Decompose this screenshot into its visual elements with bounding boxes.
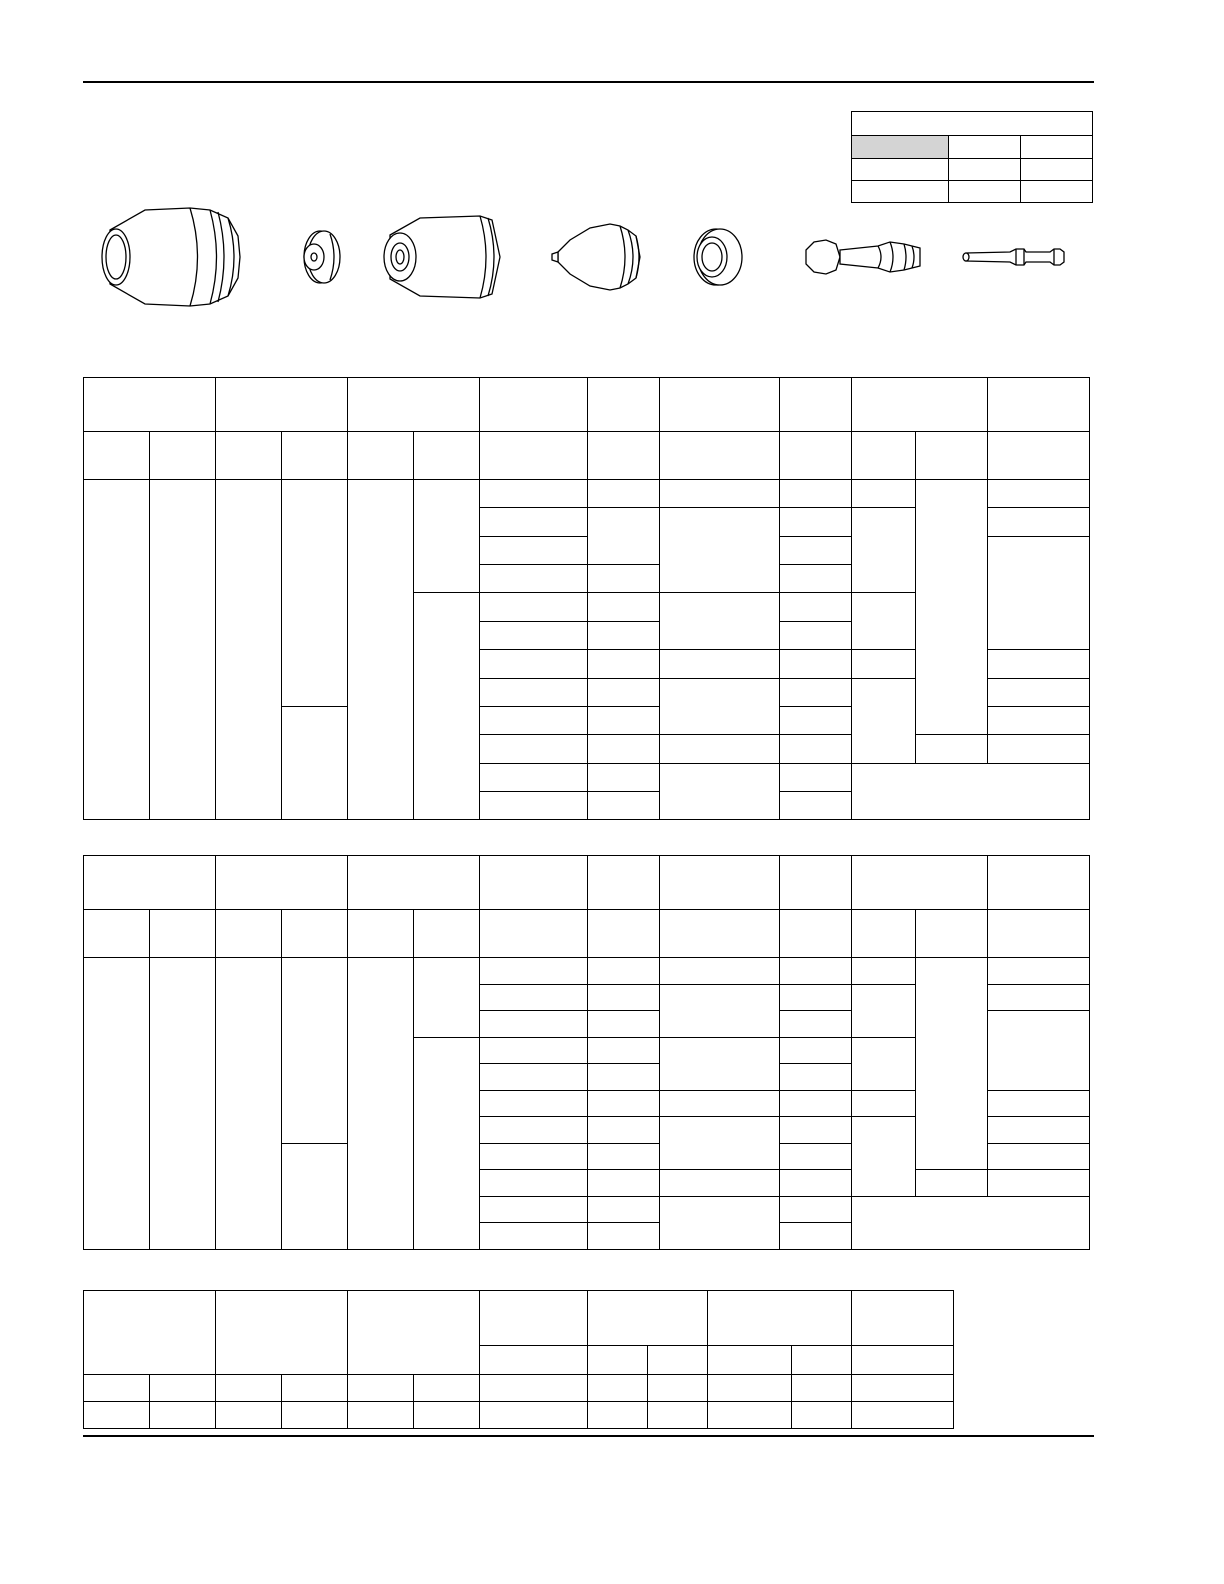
table-cell <box>348 1402 414 1429</box>
legend-table <box>851 111 1093 203</box>
table-cell <box>588 679 660 707</box>
table-cell <box>588 1144 660 1170</box>
table-cell <box>282 707 348 820</box>
process-table-1 <box>83 377 1090 820</box>
table-cell <box>588 958 660 985</box>
shield-icon <box>102 208 240 306</box>
header-cell <box>480 1291 588 1346</box>
subheader-cell <box>780 910 852 958</box>
table-cell <box>852 764 1090 820</box>
table-cell <box>588 735 660 764</box>
legend-cell <box>949 136 1021 159</box>
table-cell <box>480 1117 588 1144</box>
table-cell <box>480 1064 588 1091</box>
table-cell <box>588 622 660 650</box>
table-cell <box>780 1038 852 1064</box>
table-cell <box>216 1375 282 1402</box>
table-cell <box>414 593 480 820</box>
table-cell <box>348 1375 414 1402</box>
header-cell <box>588 1291 708 1346</box>
header-cell <box>588 378 660 432</box>
table-cell <box>708 1402 792 1429</box>
table-cell <box>780 985 852 1011</box>
header-cell <box>348 1291 480 1375</box>
table-cell <box>852 1375 954 1402</box>
table-cell <box>480 707 588 735</box>
table-cell <box>780 537 852 565</box>
table-cell <box>780 1170 852 1197</box>
table-cell <box>588 508 660 565</box>
header-cell <box>216 1291 348 1375</box>
table-cell <box>414 958 480 1038</box>
table-cell <box>588 1223 660 1250</box>
header-cell <box>216 856 348 910</box>
table-cell <box>916 1170 988 1197</box>
table-cell <box>282 1375 348 1402</box>
table-cell <box>660 764 780 820</box>
subheader-cell <box>708 1346 792 1375</box>
process-table-2 <box>83 855 1090 1250</box>
table-cell <box>780 764 852 792</box>
table-cell <box>780 593 852 622</box>
table-cell <box>852 958 916 985</box>
table-cell <box>588 565 660 593</box>
table-cell <box>780 508 852 537</box>
table-cell <box>480 764 588 792</box>
table-cell <box>588 480 660 508</box>
table-cell <box>150 1402 216 1429</box>
table-cell <box>480 1091 588 1117</box>
table-cell <box>480 1011 588 1038</box>
subheader-cell <box>780 432 852 480</box>
table-cell <box>480 650 588 679</box>
table-cell <box>480 985 588 1011</box>
table-cell <box>660 735 780 764</box>
table-cell <box>282 480 348 707</box>
header-cell <box>780 856 852 910</box>
subheader-cell <box>916 432 988 480</box>
table-cell <box>480 537 588 565</box>
subheader-cell <box>792 1346 852 1375</box>
table-cell <box>480 1170 588 1197</box>
table-cell <box>588 1091 660 1117</box>
table-cell <box>780 792 852 820</box>
table-cell <box>852 480 916 508</box>
table-cell <box>660 508 780 593</box>
table-cell <box>648 1402 708 1429</box>
consumable-parts-illustration <box>90 200 1080 320</box>
table-cell <box>480 792 588 820</box>
table-cell <box>282 1144 348 1250</box>
table-cell <box>780 958 852 985</box>
table-cell <box>480 958 588 985</box>
table-cell <box>988 1117 1090 1144</box>
table-cell <box>660 958 780 985</box>
table-cell <box>916 480 988 735</box>
table-cell <box>660 1038 780 1091</box>
header-cell <box>480 856 588 910</box>
table-cell <box>988 1011 1090 1091</box>
header-cell <box>852 1291 954 1346</box>
table-cell <box>988 1144 1090 1170</box>
table-cell <box>216 480 282 820</box>
header-rule <box>83 81 1094 83</box>
table-cell <box>480 679 588 707</box>
header-cell <box>988 378 1090 432</box>
subheader-cell <box>988 910 1090 958</box>
electrode-icon <box>806 240 920 274</box>
header-cell <box>852 856 988 910</box>
table-cell <box>588 707 660 735</box>
swirl-ring-icon <box>694 229 742 285</box>
retaining-cap-icon <box>384 216 500 298</box>
table-cell <box>988 735 1090 764</box>
table-cell <box>780 1064 852 1091</box>
subheader-cell <box>216 910 282 958</box>
nozzle-retaining-cap-icon <box>304 231 340 283</box>
table-cell <box>660 1170 780 1197</box>
table-cell <box>780 707 852 735</box>
header-cell <box>348 856 480 910</box>
header-cell <box>588 856 660 910</box>
table-cell <box>480 565 588 593</box>
table-cell <box>216 1402 282 1429</box>
table-cell <box>480 1402 588 1429</box>
table-cell <box>348 480 414 820</box>
table-cell <box>648 1375 708 1402</box>
subheader-cell <box>588 910 660 958</box>
table-cell <box>282 958 348 1144</box>
table-cell <box>780 679 852 707</box>
table-cell <box>84 1375 150 1402</box>
table-cell <box>852 1091 916 1117</box>
header-cell <box>660 378 780 432</box>
table-cell <box>588 1117 660 1144</box>
subheader-cell <box>852 910 916 958</box>
table-cell <box>916 958 988 1170</box>
table-cell <box>282 1402 348 1429</box>
table-cell <box>780 1197 852 1223</box>
table-cell <box>988 650 1090 679</box>
table-cell <box>660 679 780 735</box>
subheader-cell <box>480 1346 588 1375</box>
subheader-cell <box>84 910 150 958</box>
table-cell <box>660 1091 780 1117</box>
table-cell <box>988 1091 1090 1117</box>
table-cell <box>916 735 988 764</box>
table-cell <box>480 1038 588 1064</box>
header-cell <box>348 378 480 432</box>
legend-cell <box>852 136 949 159</box>
table-cell <box>480 1223 588 1250</box>
subheader-cell <box>916 910 988 958</box>
table-cell <box>660 985 780 1038</box>
subheader-cell <box>588 1346 648 1375</box>
table-cell <box>780 622 852 650</box>
table-cell <box>588 1038 660 1064</box>
table-cell <box>988 679 1090 707</box>
legend-cell <box>852 159 949 181</box>
header-cell <box>216 378 348 432</box>
table-cell <box>780 480 852 508</box>
table-cell <box>588 1064 660 1091</box>
table-cell <box>588 593 660 622</box>
table-cell <box>480 1375 588 1402</box>
table-cell <box>480 735 588 764</box>
table-cell <box>216 958 282 1250</box>
table-cell <box>660 1197 780 1250</box>
subheader-cell <box>660 910 780 958</box>
subheader-cell <box>150 432 216 480</box>
table-cell <box>150 958 216 1250</box>
table-cell <box>660 593 780 650</box>
table-cell <box>660 480 780 508</box>
table-cell <box>988 480 1090 508</box>
header-cell <box>708 1291 852 1346</box>
table-cell <box>480 593 588 622</box>
header-cell <box>480 378 588 432</box>
table-cell <box>852 650 916 679</box>
table-cell <box>780 1091 852 1117</box>
table-cell <box>480 508 588 537</box>
table-cell <box>988 958 1090 985</box>
subheader-cell <box>414 432 480 480</box>
subheader-cell <box>660 432 780 480</box>
subheader-cell <box>414 910 480 958</box>
header-cell <box>84 856 216 910</box>
table-cell <box>780 1011 852 1038</box>
header-cell <box>84 378 216 432</box>
table-cell <box>660 650 780 679</box>
subheader-cell <box>282 432 348 480</box>
table-cell <box>588 985 660 1011</box>
table-cell <box>588 1402 648 1429</box>
table-cell <box>414 1402 480 1429</box>
subheader-cell <box>348 432 414 480</box>
table-cell <box>588 1197 660 1223</box>
table-cell <box>852 508 916 593</box>
table-cell <box>588 1375 648 1402</box>
table-cell <box>588 650 660 679</box>
table-cell <box>988 508 1090 537</box>
table-cell <box>792 1402 852 1429</box>
table-cell <box>780 650 852 679</box>
subheader-cell <box>480 432 588 480</box>
header-cell <box>780 378 852 432</box>
table-cell <box>348 958 414 1250</box>
subheader-cell <box>852 1346 954 1375</box>
table-cell <box>852 1117 916 1197</box>
summary-table <box>83 1290 954 1429</box>
table-cell <box>852 1402 954 1429</box>
legend-cell <box>1021 159 1093 181</box>
header-cell <box>988 856 1090 910</box>
table-cell <box>480 1144 588 1170</box>
table-cell <box>780 1223 852 1250</box>
table-cell <box>150 1375 216 1402</box>
legend-cell <box>949 159 1021 181</box>
table-cell <box>660 1117 780 1170</box>
subheader-cell <box>988 432 1090 480</box>
legend-cell <box>1021 136 1093 159</box>
table-cell <box>988 707 1090 735</box>
nozzle-icon <box>552 224 640 290</box>
table-cell <box>852 1038 916 1091</box>
subheader-cell <box>282 910 348 958</box>
table-cell <box>480 480 588 508</box>
table-cell <box>780 1144 852 1170</box>
header-cell <box>660 856 780 910</box>
subheader-cell <box>648 1346 708 1375</box>
water-tube-icon <box>963 249 1064 265</box>
table-cell <box>792 1375 852 1402</box>
subheader-cell <box>348 910 414 958</box>
subheader-cell <box>588 432 660 480</box>
table-cell <box>84 480 150 820</box>
table-cell <box>414 480 480 593</box>
table-cell <box>780 565 852 593</box>
table-cell <box>414 1038 480 1250</box>
table-cell <box>84 958 150 1250</box>
subheader-cell <box>150 910 216 958</box>
table-cell <box>988 985 1090 1011</box>
table-cell <box>480 622 588 650</box>
table-cell <box>588 792 660 820</box>
table-cell <box>780 735 852 764</box>
table-cell <box>852 1197 1090 1250</box>
footer-rule <box>83 1435 1094 1437</box>
table-cell <box>480 1197 588 1223</box>
table-cell <box>852 593 916 650</box>
table-cell <box>780 1117 852 1144</box>
table-cell <box>414 1375 480 1402</box>
table-cell <box>150 480 216 820</box>
subheader-cell <box>84 432 150 480</box>
table-cell <box>588 764 660 792</box>
table-cell <box>852 985 916 1038</box>
header-cell <box>84 1291 216 1375</box>
subheader-cell <box>216 432 282 480</box>
table-cell <box>988 537 1090 650</box>
table-cell <box>588 1170 660 1197</box>
table-cell <box>988 1170 1090 1197</box>
table-cell <box>852 679 916 764</box>
subheader-cell <box>852 432 916 480</box>
legend-title-cell <box>852 112 1093 136</box>
subheader-cell <box>480 910 588 958</box>
header-cell <box>852 378 988 432</box>
table-cell <box>84 1402 150 1429</box>
table-cell <box>708 1375 792 1402</box>
table-cell <box>588 1011 660 1038</box>
